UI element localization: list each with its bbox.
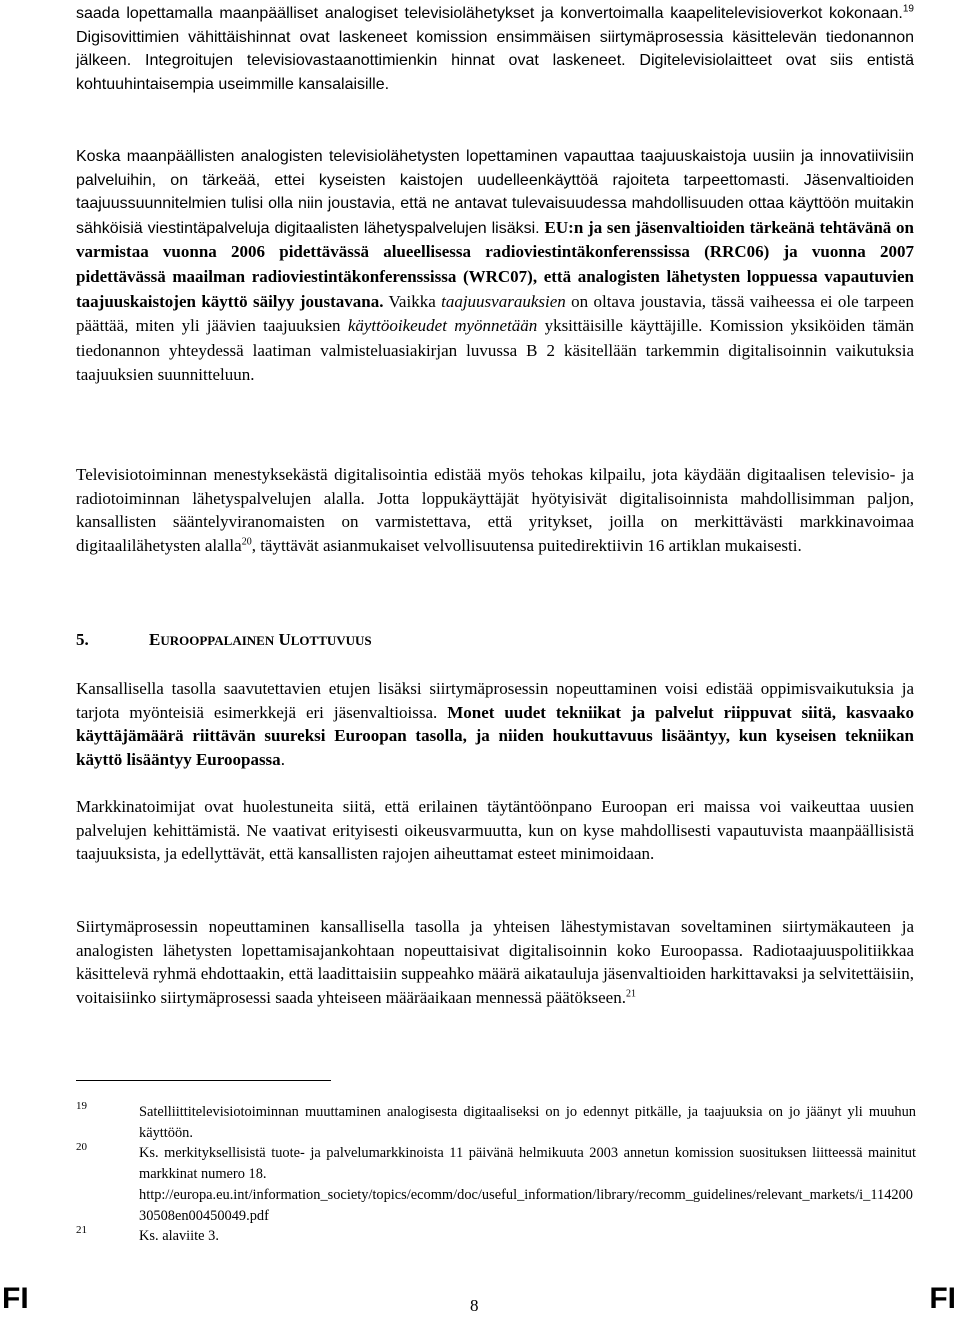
paragraph-2-text-e: yksittäisille käyttäjille. Komission yksiköiden tämän tiedonannon yhteydessä laatiman valmisteluasiakirjan luvussa B 2 käsitellään tarkemmin digitalisoinnin vaikutuksia taajuuksien suunnitteluun. bbox=[76, 316, 915, 385]
page-number: 8 bbox=[470, 1296, 479, 1315]
paragraph-4-text-a: Kansallisella tasolla saavutettavien etujen lisäksi siirtymäprosessin nopeuttaminen voisi edistää oppimisvaikutuksia ja tarjota myönteisiä esimerkkejä eri jäsenvaltioissa. bbox=[76, 679, 914, 722]
paragraph-1 bbox=[76, 2, 914, 96]
paragraph-4-text-c: . bbox=[280, 749, 285, 769]
paragraph-5 bbox=[76, 795, 914, 866]
paragraph-3 bbox=[76, 463, 914, 557]
paragraph-2-text-c: Vaikka bbox=[388, 291, 436, 311]
footnote-ref-21[interactable]: 21 bbox=[625, 988, 636, 1000]
footnote-21 bbox=[76, 1226, 916, 1247]
footnote-20 bbox=[76, 1143, 916, 1227]
footnote-ref-19[interactable]: 19 bbox=[902, 3, 914, 15]
footnote-number: 19 bbox=[76, 1100, 87, 1112]
paragraph-2-italic-c: taajuusvarauksien bbox=[441, 291, 566, 311]
footer-language-left: FI bbox=[2, 1282, 29, 1315]
paragraph-2-bold-text: EU:n ja sen jäsenvaltioiden tärkeänä tehtävänä on varmistaa vuonna 2006 pidettävässä alueellisessa radioviestintäkonferenssissa (RRC06) ja vuonna 2007 pidettävässä maailman radioviestintäkonferenssissa (WRC07), että analogisten lähetysten loppuessa vapautuvien taajuuskaistojen käyttö säilyy joustavana. bbox=[76, 217, 915, 311]
paragraph-3-text-b: , täyttävät asianmukaiset velvollisuutensa puitedirektiivin 16 artiklan mukaisesti. bbox=[251, 535, 802, 555]
section-heading bbox=[76, 630, 372, 650]
footnote-text: Ks. alaviite 3. bbox=[139, 1228, 219, 1244]
paragraph-2-italic-d: käyttöoikeudet myönnetään bbox=[347, 316, 538, 336]
paragraph-6-text: Siirtymäprosessin nopeuttaminen kansallisella tasolla ja yhteisen lähestymistavan soveltaminen siirtymäkauteen ja analogisten lähetysten lopettamisajankohtaan nopeuttaisivat digitalisoinnin koko Euroopassa. Radiotaajuuspolitiikkaa käsittelevä ryhmä ehdottaakin, että laadittaisiin suppeahko määrä aikatauluja jäsenvaltioiden harkittavaksi ja selvitettäisiin, voitaisiinko siirtymäprosessi saada yhteiseen määräaikaan mennessä päätökseen. bbox=[76, 917, 914, 1007]
footnote-text: Ks. merkityksellisistä tuote- ja palvelumarkkinoista 11 päivänä helmikuuta 2003 annetun komission suosituksen liitteessä mainitut markkinat numero 18. bbox=[139, 1145, 916, 1182]
paragraph-3-text-a: Televisiotoiminnan menestyksekästä digitalisointia edistää myös tehokas kilpailu, jota käydään digitaalisen televisio- ja radiotoiminnan lähetyspalvelujen alalla. Jotta loppukäyttäjät hyötyisivät digitalisoinnista mahdollisimman paljon, kansallisten sääntelyviranomaisten on varmistettava, että yritykset, joilla on merkittävästi markkinavoimaa digitaalilähetysten alalla bbox=[76, 465, 914, 555]
paragraph-5-text: Markkinatoimijat ovat huolestuneita siitä, että erilainen täytäntöönpano Euroopan eri maissa voi vaikeuttaa uusien palvelujen kehittämistä. Ne vaativat erityisesti oikeusvarmuutta, kun on kyse mahdollisesti vapautuvista maanpäällisistä taajuuksista, ja edellyttävät, että kansallisten rajojen aiheuttamat esteet minimoidaan. bbox=[76, 797, 914, 864]
footnote-number: 21 bbox=[76, 1224, 87, 1236]
section-title: EUROOPPALAINEN ULOTTUVUUS bbox=[149, 630, 372, 649]
footnote-separator bbox=[76, 1080, 331, 1081]
footer-language-right: FI bbox=[929, 1282, 956, 1315]
paragraph-1-text-b: Digisovittimien vähittäishinnat ovat laskeneet komission ensimmäisen siirtymäprosessia käsittelevän tiedonannon jälkeen. Integroitujen televisiovastaanottimienkin hinnat ovat laskeneet. Digitelevisiolaitteet ovat siis entistä kohtuuhintaisempia useimmille kansalaisille. bbox=[76, 28, 914, 93]
footnote-text: Satelliittitelevisiotoiminnan muuttaminen analogisesta digitaaliseksi on jo edennyt pitkälle, ja taajuuksia on jo jäänyt yli muuhun käyttöön. bbox=[139, 1104, 916, 1141]
paragraph-1-text-a: saada lopettamalla maanpäälliset analogiset televisiolähetykset ja konvertoimalla kaapelitelevisioverkot kokonaan. bbox=[76, 5, 903, 22]
paragraph-4 bbox=[76, 677, 914, 771]
footnote-link[interactable]: http://europa.eu.int/information_society/topics/ecomm/doc/useful_information/library/recomm_guidelines/relevant_markets/i_11420030508en00450049.pdf bbox=[139, 1187, 913, 1224]
paragraph-6 bbox=[76, 915, 914, 1009]
section-number: 5. bbox=[76, 630, 89, 649]
paragraph-2-text-d: on oltava joustavia, tässä vaiheessa ei ole tarpeen päättää, miten yli jäävien taajuuksien bbox=[76, 291, 915, 336]
paragraph-2-text-a: Koska maanpäällisten analogisten televisiolähetysten lopettaminen vapauttaa taajuuskaistoja uusiin ja innovatiivisiin palveluihin, on tärkeää, ettei kyseisten kaistojen uudelleenkäyttöä rajoiteta tarpeettomasti. Jäsenvaltioiden taajuussuunnitelmien tulisi olla niin joustavia, että ne antavat tulevaisuudessa mahdollisuuden ottaa käyttöön muitakin sähköisiä viestintäpalveluja digitaalisten lähetyspalvelujen lisäksi. bbox=[76, 148, 914, 237]
paragraph-4-bold-text: Monet uudet tekniikat ja palvelut riippuvat siitä, kasvaako käyttäjämäärä riittävän suureksi Euroopan tasolla, ja niiden houkuttavuus lisääntyy, kun kyseisen tekniikan käyttö lisääntyy Euroopassa bbox=[76, 702, 914, 769]
footnote-19 bbox=[76, 1102, 916, 1144]
footnote-number: 20 bbox=[76, 1141, 87, 1153]
paragraph-2 bbox=[76, 145, 914, 388]
footnote-ref-20[interactable]: 20 bbox=[241, 536, 252, 548]
